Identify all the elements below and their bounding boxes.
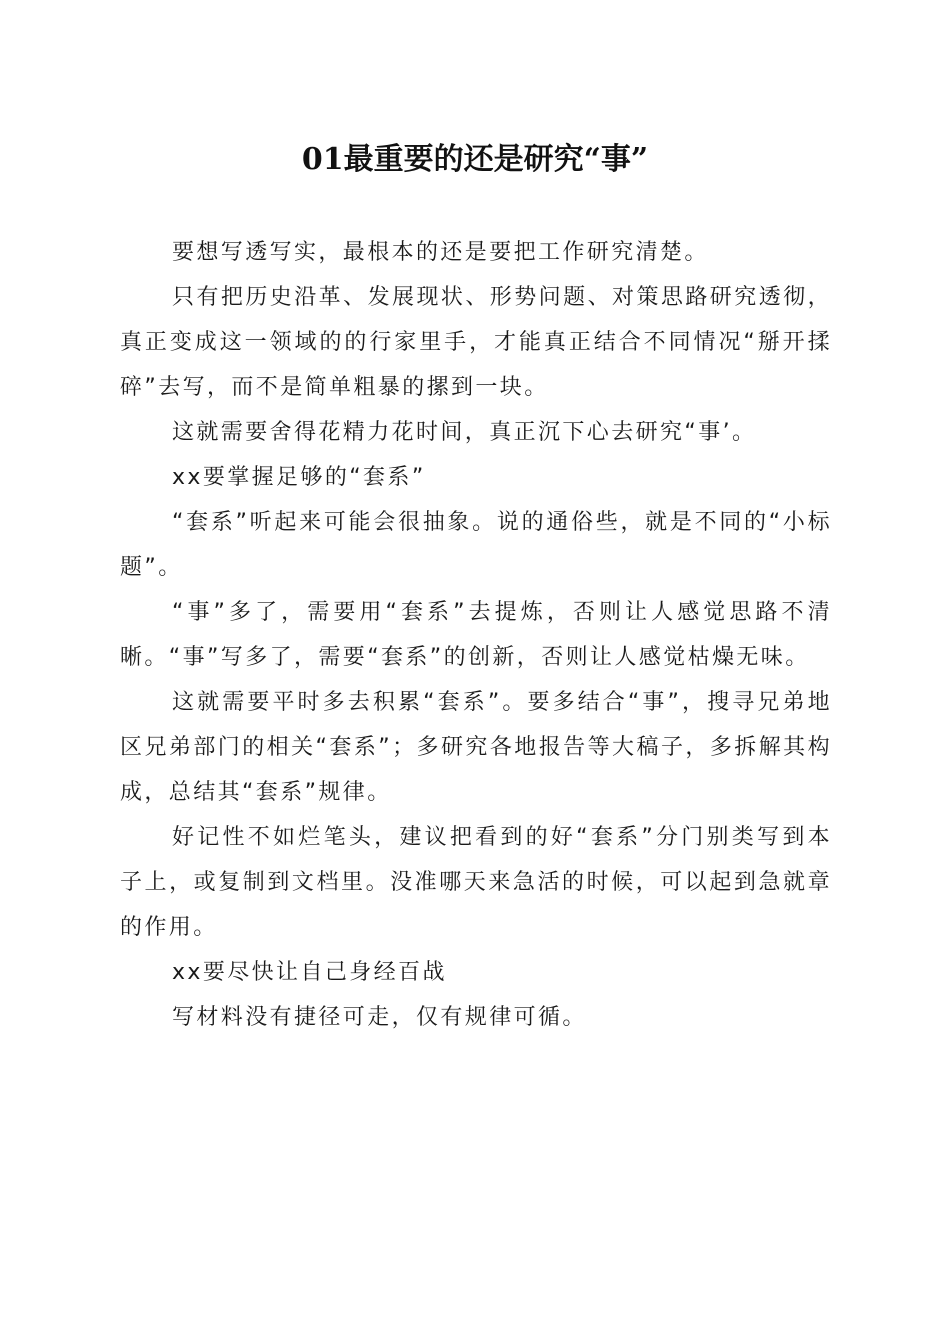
paragraph: “套系”听起来可能会很抽象。说的通俗些，就是不同的“小标题”。 [120,510,832,580]
paragraph: “事”多了，需要用“套系”去提炼，否则让人感觉思路不清晰。“事”写多了，需要“套系”的创新，否则让人感觉枯燥无味。 [120,600,832,670]
document-title: 01最重要的还是研究“事” [301,142,649,177]
paragraph: 只有把历史沿革、发展现状、形势问题、对策思路研究透彻，真正变成这一领域的的行家里手，才能真正结合不同情况“掰开揉碎”去写，而不是简单粗暴的摞到一块。 [120,285,832,400]
paragraph: 写材料没有捷径可走，仅有规律可循。 [172,1005,587,1030]
section-heading: xx要尽快让自己身经百战 [172,960,447,985]
paragraph: 要想写透写实，最根本的还是要把工作研究清楚。 [172,240,709,265]
section-heading: xx要掌握足够的“套系” [172,465,426,490]
document-body [120,230,832,1040]
paragraph: 好记性不如烂笔头，建议把看到的好“套系”分门别类写到本子上，或复制到文档里。没准哪天来急活的时候，可以起到急就章的作用。 [120,825,832,940]
paragraph: 这就需要平时多去积累“套系”。要多结合“事”，搜寻兄弟地区兄弟部门的相关“套系”；多研究各地报告等大稿子，多拆解其构成，总结其“套系”规律。 [120,690,832,805]
paragraph: 这就需要舍得花精力花时间，真正沉下心去研究“事’。 [172,420,757,445]
